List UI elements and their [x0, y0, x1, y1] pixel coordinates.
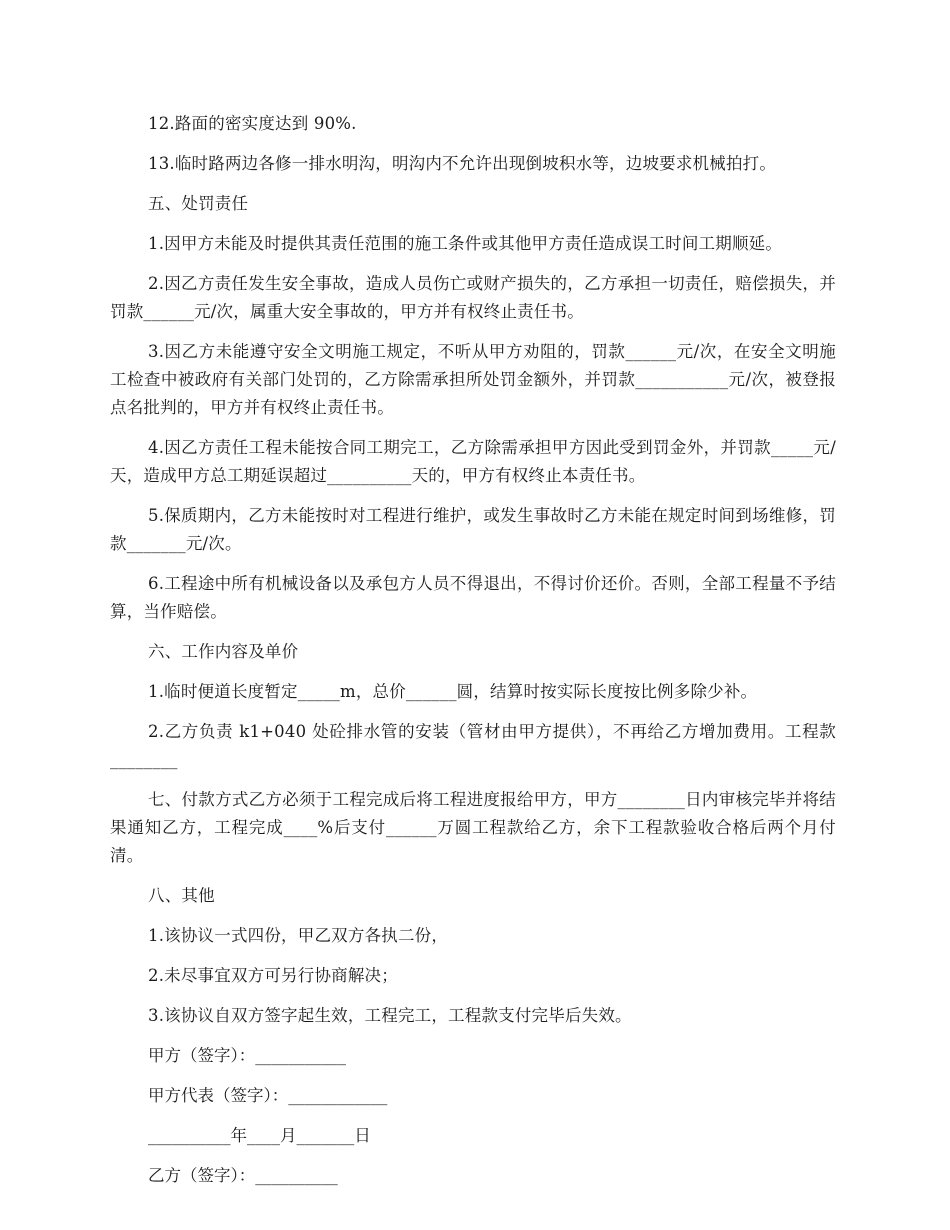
penalty-clause-5: 5.保质期内，乙方未能按时对工程进行维护，或发生事故时乙方未能在规定时间到场维修，罚款_______元/次。	[110, 506, 836, 553]
section-heading-work-content: 六、工作内容及单价	[148, 642, 299, 661]
signature-date-line: __________年____月_______日	[148, 1126, 371, 1145]
penalty-clause-2: 2.因乙方责任发生安全事故，造成人员伤亡或财产损失的，乙方承担一切责任，赔偿损失，并罚款______元/次，属重大安全事故的，甲方并有权终止责任书。	[110, 274, 836, 321]
penalty-clause-6: 6.工程途中所有机械设备以及承包方人员不得退出，不得讨价还价。否则，全部工程量不予结算，当作赔偿。	[110, 574, 836, 621]
section-heading-other: 八、其他	[148, 886, 215, 905]
party-a-signature-line: 甲方（签字）：___________	[148, 1046, 346, 1065]
document-page	[110, 110, 836, 1202]
other-clause-2: 2.未尽事宜双方可另行协商解决；	[148, 966, 398, 985]
clause-13-drainage: 13.临时路两边各修一排水明沟，明沟内不允许出现倒坡积水等，边坡要求机械拍打。	[148, 154, 777, 173]
work-clause-2: 2.乙方负责 k1+040 处砼排水管的安装（管材由甲方提供），不再给乙方增加费用。工程款________	[110, 722, 836, 769]
other-clause-3: 3.该协议自双方签字起生效，工程完工，工程款支付完毕后失效。	[148, 1006, 632, 1025]
section-payment: 七、付款方式乙方必须于工程完成后将工程进度报给甲方，甲方________日内审核完毕并将结果通知乙方，工程完成____%后支付______万圆工程款给乙方，余下工程款验收合格后两个月付清。	[110, 790, 836, 865]
other-clause-1: 1.该协议一式四份，甲乙双方各执二份，	[148, 926, 449, 945]
penalty-clause-4: 4.因乙方责任工程未能按合同工期完工，乙方除需承担甲方因此受到罚金外，并罚款_____元/天，造成甲方总工期延误超过__________天的，甲方有权终止本责任书。	[110, 438, 836, 485]
penalty-clause-3: 3.因乙方未能遵守安全文明施工规定，不听从甲方劝阻的，罚款______元/次，在安全文明施工检查中被政府有关部门处罚的，乙方除需承担所处罚金额外，并罚款___________元/次，被登报点名批判的，甲方并有权终止责任书。	[110, 342, 836, 417]
party-b-signature-line: 乙方（签字）：__________	[148, 1166, 338, 1185]
clause-12-density: 12.路面的密实度达到 90%.	[148, 114, 357, 133]
party-a-representative-signature-line: 甲方代表（签字）：____________	[148, 1086, 388, 1105]
penalty-clause-1: 1.因甲方未能及时提供其责任范围的施工条件或其他甲方责任造成误工时间工期顺延。	[148, 234, 783, 253]
section-heading-penalty: 五、处罚责任	[148, 194, 249, 213]
work-clause-1: 1.临时便道长度暂定_____m，总价______圆，结算时按实际长度按比例多除少补。	[148, 682, 758, 701]
